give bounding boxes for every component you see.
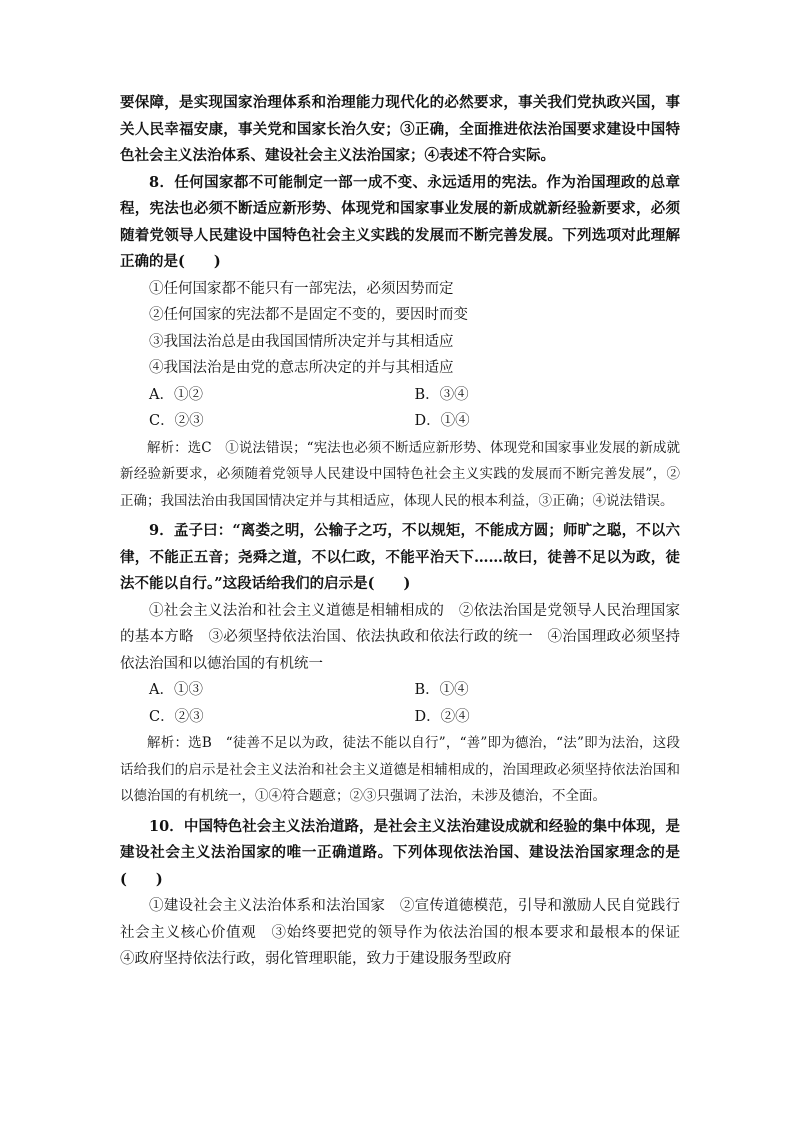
answer-choices-row	[120, 382, 680, 409]
question-9	[120, 518, 680, 810]
choice-a: A．①③	[149, 682, 203, 698]
choice-b: B．①④	[414, 682, 469, 698]
question-stem: 孟子曰：“离娄之明，公输子之巧，不以规矩，不能成方圆；师旷之聪，不以六律，不能正五音；尧舜之道，不以仁政，不能平治天下……故曰，徒善不足以为政，徒法不能以自行。”这段话给我们的启示是( )	[120, 522, 680, 592]
question-number: 10．	[149, 817, 184, 835]
question-8	[120, 170, 680, 515]
choice-c: C．②③	[149, 413, 204, 429]
answer-analysis: 解析：选C ①说法错误；“宪法也必须不断适应新形势、体现党和国家事业发展的新成就新经验新要求，必须随着党领导人民建设中国特色社会主义实践的发展而不断完善发展”，②正确；我国法治由我国国情决定并与其相适应，体现人民的根本利益，③正确；④说法错误。	[120, 439, 680, 509]
choice-d: D．①④	[414, 413, 470, 429]
question-number: 8．	[149, 173, 175, 191]
question-stem: 任何国家都不可能制定一部一成不变、永远适用的宪法。作为治国理政的总章程，宪法也必须不断适应新形势、体现党和国家事业发展的新成就新经验新要求，必须随着党领导人民建设中国特色社会主义实践的发展而不断完善发展。下列选项对此理解正确的是( )	[120, 173, 680, 270]
choice-b: B．③④	[414, 386, 469, 403]
answer-analysis: 解析：选B “徒善不足以为政，徒法不能以自行”，“善”即为德治，“法”即为法治，这段话给我们的启示是社会主义法治和社会主义道德是相辅相成的，治国理政必须坚持依法治国和以德治国的有机统一，①④符合题意；②③只强调了法治，未涉及德治，不全面。	[120, 735, 680, 804]
choice-d: D．②④	[414, 708, 470, 725]
previous-answer-text: 要保障，是实现国家治理体系和治理能力现代化的必然要求，事关我们党执政兴国，事关人民幸福安康，事关党和国家长治久安；③正确，全面推进依法治国要求建设中国特色社会主义法治体系、建设社会主义法治国家；④表述不符合实际。	[120, 94, 680, 164]
statement-item: ④我国法治是由党的意志所决定的并与其相适应	[149, 360, 454, 376]
statement-items: ①建设社会主义法治体系和法治国家 ②宣传道德模范，引导和激励人民自觉践行社会主义核心价值观 ③始终要把党的领导作为依法治国的根本要求和最根本的保证 ④政府坚持依法行政，弱化管理职能，致力于建设服务型政府	[120, 898, 695, 967]
statement-item: ①任何国家都不能只有一部宪法，必须因势而定	[149, 280, 454, 297]
statement-item: ③我国法治总是由我国国情所决定并与其相适应	[149, 333, 454, 350]
answer-choices-row	[120, 677, 680, 704]
answer-choices-row	[120, 704, 680, 731]
choice-a: A．①②	[149, 386, 203, 403]
question-number: 9．	[149, 522, 174, 539]
choice-c: C．②③	[149, 708, 204, 725]
answer-choices-row	[120, 408, 680, 435]
question-stem: 中国特色社会主义法治道路，是社会主义法治建设成就和经验的集中体现，是建设社会主义法治国家的唯一正确道路。下列体现依法治国、建设法治国家理念的是( )	[120, 817, 680, 888]
statement-item: ②任何国家的宪法都不是固定不变的，要因时而变	[149, 307, 468, 323]
question-10	[120, 814, 695, 973]
statement-items: ①社会主义法治和社会主义道德是相辅相成的 ②依法治国是党领导人民治理国家的基本方略 ③必须坚持依法治国、依法执政和依法行政的统一 ④治国理政必须坚持依法治国和以德治国的有机统一	[120, 602, 680, 672]
document-page	[120, 90, 695, 973]
